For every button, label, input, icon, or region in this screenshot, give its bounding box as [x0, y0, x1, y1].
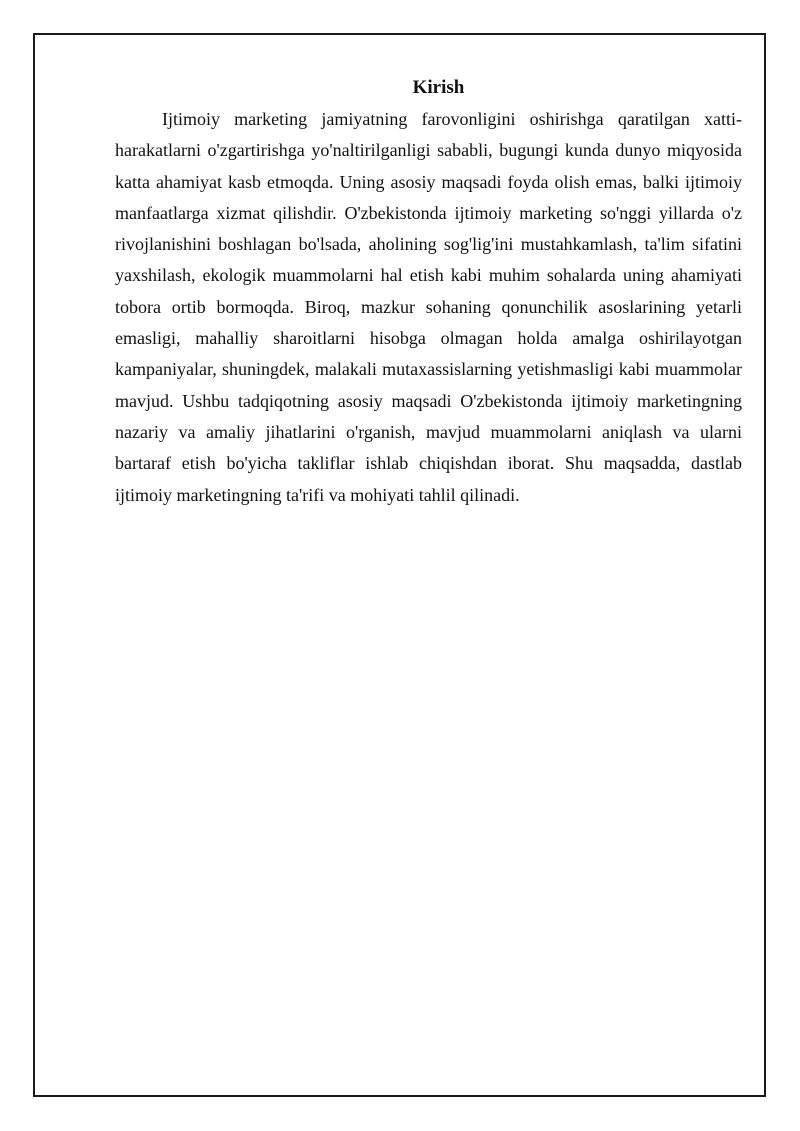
- document-body: [115, 72, 742, 511]
- section-heading: Kirish: [412, 77, 465, 98]
- body-paragraph: Ijtimoiy marketing jamiyatning farovonligini oshirishga qaratilgan xatti-harakatlarni o'zgartirishga yo'naltirilganligi sababli, bugungi kunda dunyo miqyosida katta ahamiyat kasb etmoqda. Uning asosiy maqsadi foyda olish emas, balki ijtimoiy manfaatlarga xizmat qilishdir. O'zbekistonda ijtimoiy marketing so'nggi yillarda o'z rivojlanishini boshlagan bo'lsada, aholining sog'lig'ini mustahkamlash, ta'lim sifatini yaxshilash, ekologik muammolarni hal etish kabi muhim sohalarda uning ahamiyati tobora ortib bormoqda. Biroq, mazkur sohaning qonunchilik asoslarining yetarli emasligi, mahalliy sharoitlarni hisobga olmagan holda amalga oshirilayotgan kampaniyalar, shuningdek, malakali mutaxassislarning yetishmasligi kabi muammolar mavjud. Ushbu tadqiqotning asosiy maqsadi O'zbekistonda ijtimoiy marketingning nazariy va amaliy jihatlarini o'rganish, mavjud muammolarni aniqlash va ularni bartaraf etish bo'yicha takliflar ishlab chiqishdan iborat. Shu maqsadda, dastlab ijtimoiy marketingning ta'rifi va mohiyati tahlil qilinadi.: [115, 109, 742, 505]
